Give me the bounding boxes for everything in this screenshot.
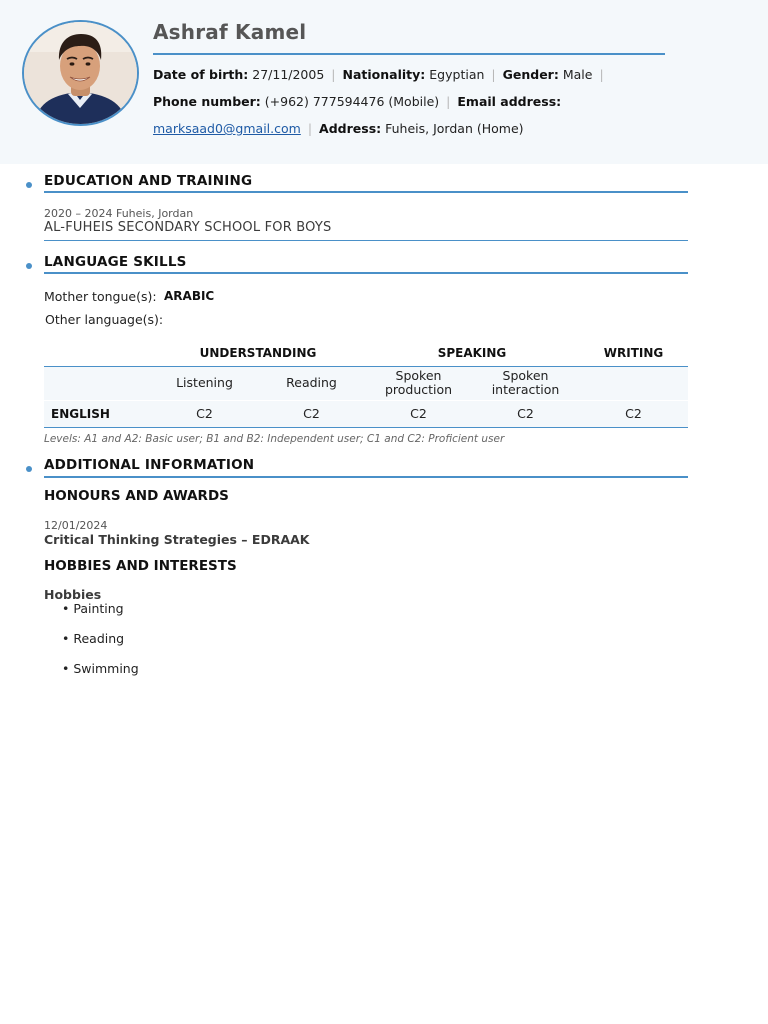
school-name: AL-FUHEIS SECONDARY SCHOOL FOR BOYS — [44, 220, 332, 235]
phone-label: Phone number: — [153, 94, 261, 109]
section-bullet-icon — [26, 263, 32, 269]
profile-header — [0, 0, 768, 164]
entry-divider — [44, 240, 688, 241]
personal-info-line-3 — [153, 121, 524, 136]
section-bullet-icon — [26, 182, 32, 188]
gender-value: Male — [562, 67, 593, 82]
language-table-subheader — [44, 366, 688, 400]
spoken-interaction-subheader: Spoken interaction — [472, 366, 579, 400]
writing-header: WRITING — [579, 341, 688, 366]
person-name: Ashraf Kamel — [153, 20, 307, 44]
phone-value: (+962) 777594476 (Mobile) — [264, 94, 440, 109]
hobbies-label: Hobbies — [44, 587, 102, 602]
list-item: • Painting — [62, 601, 124, 616]
section-divider — [44, 476, 688, 478]
other-languages-label: Other language(s): — [45, 312, 164, 327]
mother-tongue-label: Mother tongue(s): — [44, 289, 157, 304]
empty-subheader-cell — [579, 366, 688, 400]
reading-level: C2 — [258, 400, 365, 427]
spoken-production-level: C2 — [365, 400, 472, 427]
section-divider — [44, 191, 688, 193]
spoken-interaction-level: C2 — [472, 400, 579, 427]
listening-subheader: Listening — [151, 366, 258, 400]
profile-photo — [22, 20, 139, 126]
listening-level: C2 — [151, 400, 258, 427]
nationality-value: Egyptian — [429, 67, 485, 82]
language-name: ENGLISH — [44, 400, 151, 427]
award-date: 12/01/2024 — [44, 519, 108, 532]
separator: | — [331, 67, 336, 82]
language-skills-table — [44, 341, 688, 428]
empty-subheader-cell — [44, 366, 151, 400]
mother-tongue-value: ARABIC — [164, 289, 215, 303]
personal-info-line-2 — [153, 94, 561, 109]
education-section-title: EDUCATION AND TRAINING — [44, 173, 253, 189]
email-label: Email address: — [457, 94, 562, 109]
list-item: • Swimming — [62, 661, 139, 676]
education-period: 2020 – 2024 Fuheis, Jordan — [44, 207, 194, 220]
reading-subheader: Reading — [258, 366, 365, 400]
section-divider — [44, 272, 688, 274]
levels-legend: Levels: A1 and A2: Basic user; B1 and B2: Independent user; C1 and C2: Proficient user — [44, 433, 505, 445]
address-label: Address: — [319, 121, 382, 136]
empty-header-cell — [44, 341, 151, 366]
award-name: Critical Thinking Strategies – EDRAAK — [44, 532, 310, 547]
language-section-title: LANGUAGE SKILLS — [44, 254, 187, 270]
language-table-header — [44, 341, 688, 366]
additional-section-title: ADDITIONAL INFORMATION — [44, 457, 255, 473]
separator: | — [446, 94, 451, 109]
person-photo-icon — [24, 22, 137, 124]
hobbies-title: HOBBIES AND INTERESTS — [44, 558, 237, 574]
section-bullet-icon — [26, 466, 32, 472]
honours-title: HONOURS AND AWARDS — [44, 488, 229, 504]
dob-label: Date of birth: — [153, 67, 249, 82]
speaking-header: SPEAKING — [365, 341, 579, 366]
personal-info-line-1 — [153, 67, 611, 82]
understanding-header: UNDERSTANDING — [151, 341, 365, 366]
gender-label: Gender: — [502, 67, 559, 82]
address-value: Fuheis, Jordan (Home) — [385, 121, 524, 136]
nationality-label: Nationality: — [342, 67, 426, 82]
list-item: • Reading — [62, 631, 125, 646]
writing-level: C2 — [579, 400, 688, 427]
spoken-production-subheader: Spoken production — [365, 366, 472, 400]
table-row — [44, 400, 688, 427]
dob-value: 27/11/2005 — [252, 67, 325, 82]
email-link[interactable]: marksaad0@gmail.com — [153, 121, 301, 136]
name-divider — [153, 53, 665, 55]
separator: | — [307, 121, 313, 136]
separator: | — [599, 67, 604, 82]
separator: | — [491, 67, 496, 82]
